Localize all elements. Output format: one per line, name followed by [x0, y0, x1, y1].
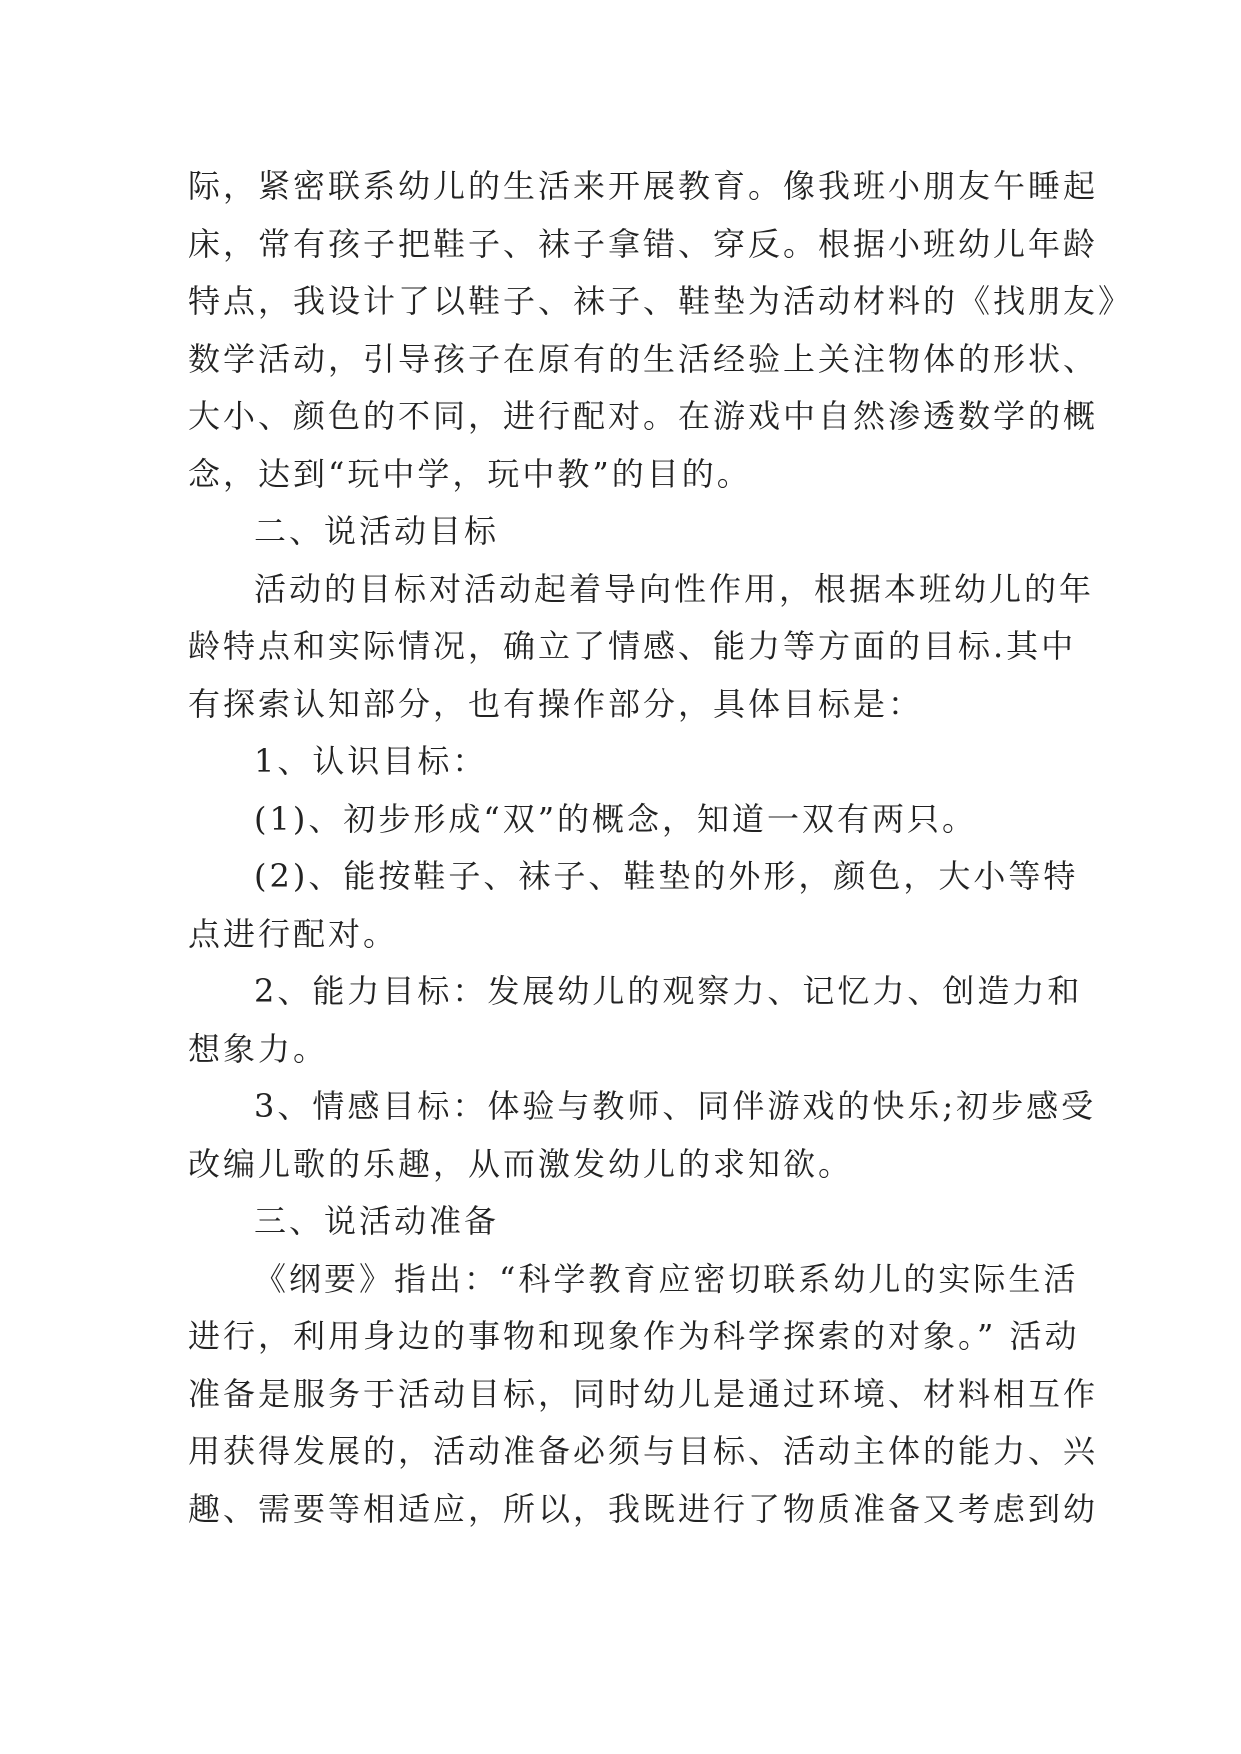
section-heading: 二、说活动目标	[254, 512, 500, 550]
text-line: 床，常有孩子把鞋子、袜子拿错、穿反。根据小班幼儿年龄	[188, 224, 1099, 263]
text-line: 龄特点和实际情况，确立了情感、能力等方面的目标.其中	[188, 627, 1077, 665]
text-line: 有探索认知部分，也有操作部分，具体目标是：	[188, 684, 924, 723]
text-line: 大小、颜色的不同，进行配对。在游戏中自然渗透数学的概	[188, 397, 1099, 435]
list-item: (2)、能按鞋子、袜子、鞋垫的外形，颜色，大小等特	[254, 857, 1079, 895]
list-item: (1)、初步形成“双”的概念，知道一双有两只。	[254, 799, 978, 838]
text-line: 改编儿歌的乐趣，从而激发幼儿的求知欲。	[188, 1144, 854, 1183]
text-line: 想象力。	[188, 1029, 329, 1068]
section-heading: 三、说活动准备	[254, 1202, 500, 1240]
text-line: 念，达到“玩中学，玩中教”的目的。	[188, 454, 752, 493]
text-line: 活动的目标对活动起着导向性作用，根据本班幼儿的年	[254, 569, 1095, 608]
text-line: 进行，利用身边的事物和现象作为科学探索的对象。” 活动	[188, 1317, 1080, 1355]
text-line: 特点，我设计了以鞋子、袜子、鞋垫为活动材料的《找朋友》	[188, 282, 1134, 320]
list-item: 3、情感目标：体验与教师、同伴游戏的快乐;初步感受	[254, 1087, 1097, 1125]
text-line: 数学活动，引导孩子在原有的生活经验上关注物体的形状、	[188, 339, 1099, 378]
text-line: 《纲要》指出：“科学教育应密切联系幼儿的实际生活	[254, 1259, 1079, 1298]
text-line: 用获得发展的，活动准备必须与目标、活动主体的能力、兴	[188, 1432, 1099, 1470]
text-line: 趣、需要等相适应，所以，我既进行了物质准备又考虑到幼	[188, 1489, 1099, 1528]
list-item: 2、能力目标：发展幼儿的观察力、记忆力、创造力和	[254, 972, 1083, 1010]
body-text	[188, 158, 1134, 1538]
subheading: 1、认识目标：	[254, 742, 488, 780]
text-line: 点进行配对。	[188, 914, 399, 953]
text-line: 际，紧密联系幼儿的生活来开展教育。像我班小朋友午睡起	[188, 167, 1099, 205]
text-line: 准备是服务于活动目标，同时幼儿是通过环境、材料相互作	[188, 1374, 1099, 1413]
